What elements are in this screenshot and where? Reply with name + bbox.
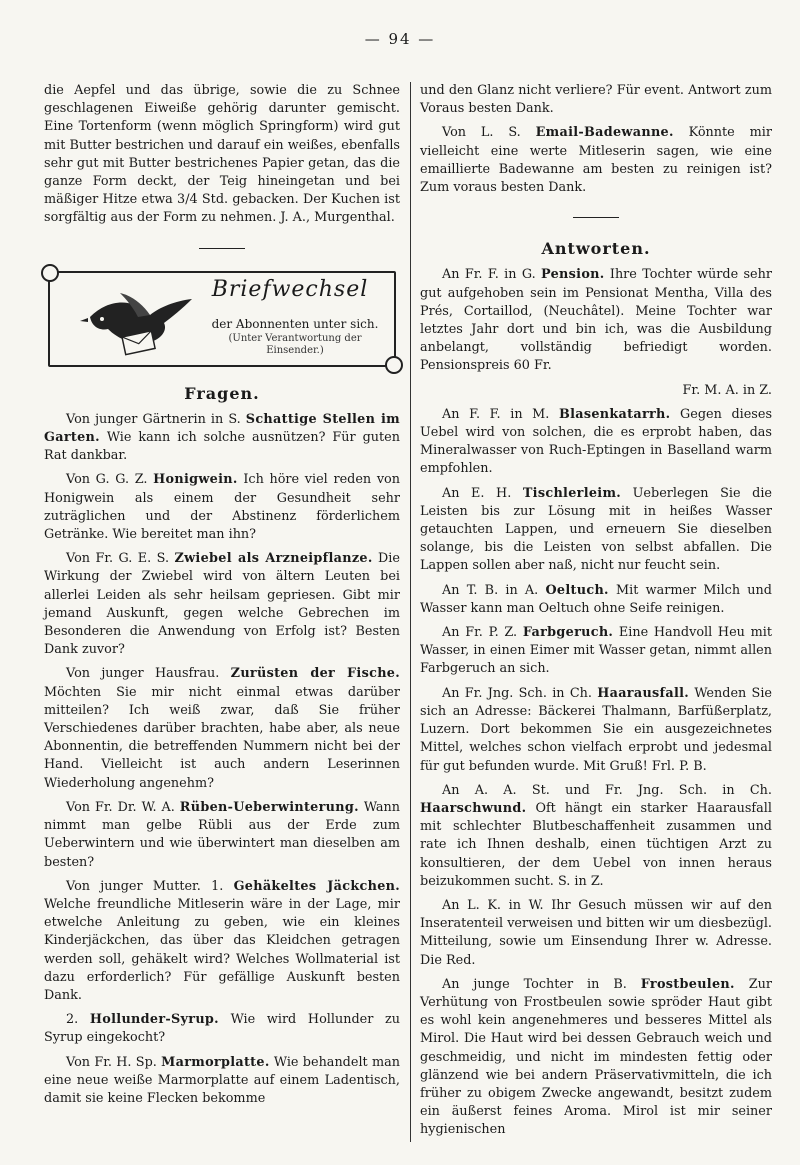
right-column: [420, 82, 772, 1146]
question-item: Von L. S. Email-Badewanne. Könnte mir vielleicht eine werte Mitleserin sagen, wie eine emaillierte Badewanne am besten zu reinigen ist? Zum voraus besten Dank.: [420, 125, 772, 196]
answer-item: An Fr. Jng. Sch. in Ch. Haarausfall. Wenden Sie sich an Adresse: Bäckerei Thalmann, Barfüßerplatz, Luzern. Dort bekommen Sie ein ausgezeichnetes Mittel, welches schon vielfach erprobt und jedesmal für gut befunden wurde. Mit Gruß! Frl. P. B.: [420, 685, 772, 774]
question-title: Schattige Stellen im Garten.: [44, 411, 400, 446]
answer-title: Frostbeulen.: [640, 976, 735, 992]
question-title: Email-Badewanne.: [535, 125, 674, 141]
answer-signature: Mit Gruß! Frl. P. B.: [583, 758, 707, 774]
bird-with-letter-icon: [80, 287, 200, 357]
question-continuation: und den Glanz nicht verliere? Für event. Antwort zum Voraus besten Dank.: [420, 83, 772, 117]
recipe-continuation: die Aepfel und das übrige, sowie die zu Schnee geschlagenen Eiweiße gehörig darunter gemischt. Eine Tortenform (wenn möglich Springform) wird gut mit Butter bestrichen und darauf ein weißes, ebenfalls sehr gut mit Butter bestrichenes Papier getan, das die ganze Form deckt, der Teig hineingetan und bei mäßiger Hitze etwa 3/4 Std. gebacken. Der Kuchen ist sorgfältig aus der Form zu nehmen. J. A., Murgenthal.: [44, 83, 400, 226]
answer-signature: Die Red.: [420, 952, 476, 968]
question-item: Von junger Gärtnerin in S. Schattige Stellen im Garten. Wie kann ich solche ausnützen? Für guten Rat dankbar.: [44, 411, 401, 464]
separator-rule: [199, 248, 245, 249]
answer-title: Blasenkatarrh.: [558, 406, 671, 422]
answer-item: An T. B. in A. Oeltuch. Mit warmer Milch und Wasser kann man Oeltuch ohne Seife reinigen.: [420, 582, 772, 616]
question-item: Von Fr. Dr. W. A. Rüben-Ueberwinterung. Wann nimmt man gelbe Rübli aus der Erde zum Ueberwintern und wie überwintert man dieselben am besten?: [44, 799, 400, 870]
question-title: Marmorplatte.: [161, 1054, 270, 1070]
separator-rule: [573, 217, 619, 218]
section-heading-fragen: Fragen.: [184, 383, 260, 403]
banner-title: Briefwechsel: [211, 276, 369, 302]
question-title: Honigwein.: [153, 472, 238, 488]
section-heading-antworten: Antworten.: [541, 239, 651, 259]
answer-title: Tischlerleim.: [522, 485, 622, 501]
answer-title: Farbgeruch.: [522, 625, 614, 641]
briefwechsel-banner: [48, 271, 396, 367]
question-title: Hollunder-Syrup.: [89, 1012, 219, 1028]
banner-note: (Unter Verantwortung der Einsender.): [228, 332, 362, 356]
question-item: Von G. G. Z. Honigwein. Ich höre viel reden von Honigwein als einem der Gesundheit sehr zuträglichen und der Abstinenz förderlichem Getränke. Wie bereitet man ihn?: [44, 472, 400, 543]
answer-title: Pension.: [541, 267, 605, 283]
answer-title: Oeltuch.: [545, 582, 609, 598]
answer-item: An F. F. in M. Blasenkatarrh. Gegen dieses Uebel wird von solchen, die es erprobt haben, das Mineralwasser von Ruch-Eptingen in Baselland warm empfohlen.: [420, 406, 773, 477]
question-title: Gehäkeltes Jäckchen.: [233, 878, 400, 894]
answer-item: An E. H. Tischlerleim. Ueberlegen Sie die Leisten bis zur Lösung mit in heißes Wasser getauchten Lappen, und erneuern Sie dieselben solange, bis die Leisten von selbst abfallen. Die Lappen sollen aber naß, nicht nur feucht sein.: [420, 485, 772, 574]
answer-signature: S. in Z.: [557, 873, 604, 889]
answer-item: An junge Tochter in B. Frostbeulen. Zur Verhütung von Frostbeulen sowie spröder Haut gibt es wohl kein angenehmeres und besseres Mittel als Mirol. Die Haut wird bei dessen Gebrauch weich und geschmeidig, und nicht im mindesten fettig oder glänzend wie bei andern Präservativmitteln, die ich früher zu obigem Zwecke angewandt, besitzt zudem ein äußerst feines Aroma. Mirol ist mir seiner hygienischen: [420, 976, 772, 1138]
question-item: Von junger Mutter. 1. Gehäkeltes Jäckchen. Welche freundliche Mitleserin wäre in der Lage, mir etwelche Anleitung zu geben, wie ein kleines Kinderjäckchen, das über das Kleidchen getragen werden soll, gehäkelt wird? Welches Wollmaterial ist dazu erforderlich? Für gefällige Auskunft besten Dank.: [44, 878, 400, 1003]
answer-signature: Fr. M. A. in Z.: [682, 382, 772, 398]
question-title: Rüben-Ueberwinterung.: [179, 799, 359, 815]
banner-subtitle: der Abonnenten unter sich.: [211, 316, 379, 331]
answer-title: Haarschwund.: [420, 800, 527, 816]
question-title: Zwiebel als Arzneipflanze.: [174, 551, 373, 567]
answer-item: An L. K. in W. Ihr Gesuch müssen wir auf den Inseratenteil verweisen und bitten wir um diesbezügl. Mitteilung, sowie um Einsendung Ihrer w. Adresse. Die Red.: [420, 897, 772, 968]
answer-item: An Fr. P. Z. Farbgeruch. Eine Handvoll Heu mit Wasser, in einen Eimer mit Wasser getan, nimmt allen Farbgeruch an sich.: [420, 625, 772, 677]
left-column: [44, 82, 400, 1114]
question-item: Von Fr. H. Sp. Marmorplatte. Wie behandelt man eine neue weiße Marmorplatte auf einem Ladentisch, damit sie keine Flecken bekomme: [44, 1054, 400, 1106]
answer-item: An A. A. St. und Fr. Jng. Sch. in Ch. Haarschwund. Oft hängt ein starker Haarausfall mit schlechter Blutbeschaffenheit zusammen und rate ich Ihnen deshalb, einen tüchtigen Arzt zu konsultieren, der dem Uebel von innen heraus beizukommen sucht. S. in Z.: [420, 782, 772, 889]
column-divider: [410, 82, 411, 1142]
question-item: Von junger Hausfrau. Zurüsten der Fische. Möchten Sie mir nicht einmal etwas darüber mitteilen? Ich weiß zwar, daß Sie früher Verschiedenes darüber brachten, habe aber, als neue Abonnentin, die betreffenden Nummern nicht bei der Hand. Vielleicht ist auch andern Leserinnen Wiederholung angenehm?: [44, 666, 400, 791]
answer-item: An Fr. F. in G. Pension. Ihre Tochter würde sehr gut aufgehoben sein im Pensionat Mentha, Villa des Prés, Cortaillod, (Neuchâtel). Meine Tochter war letztes Jahr dort und bin ich, was die Ausbildung anbelangt, vollständig befriedigt worden. Pensionspreis 60 Fr.: [420, 267, 772, 374]
recipe-signature: J. A., Murgenthal.: [280, 210, 395, 226]
question-item: Von Fr. G. E. S. Zwiebel als Arzneipflanze. Die Wirkung der Zwiebel wird von ältern Leuten bei allerlei Leiden als sehr heilsam gepriesen. Gibt mir jemand Auskunft, gegen welche Gebrechen im Besonderen die Anwendung von Erfolg ist? Besten Dank zuvor?: [44, 551, 400, 658]
question-title: Zurüsten der Fische.: [230, 666, 400, 682]
question-item: 2. Hollunder-Syrup. Wie wird Hollunder zu Syrup eingekocht?: [44, 1012, 400, 1046]
answer-title: Haarausfall.: [597, 685, 690, 701]
page-number: — 94 —: [364, 30, 436, 48]
